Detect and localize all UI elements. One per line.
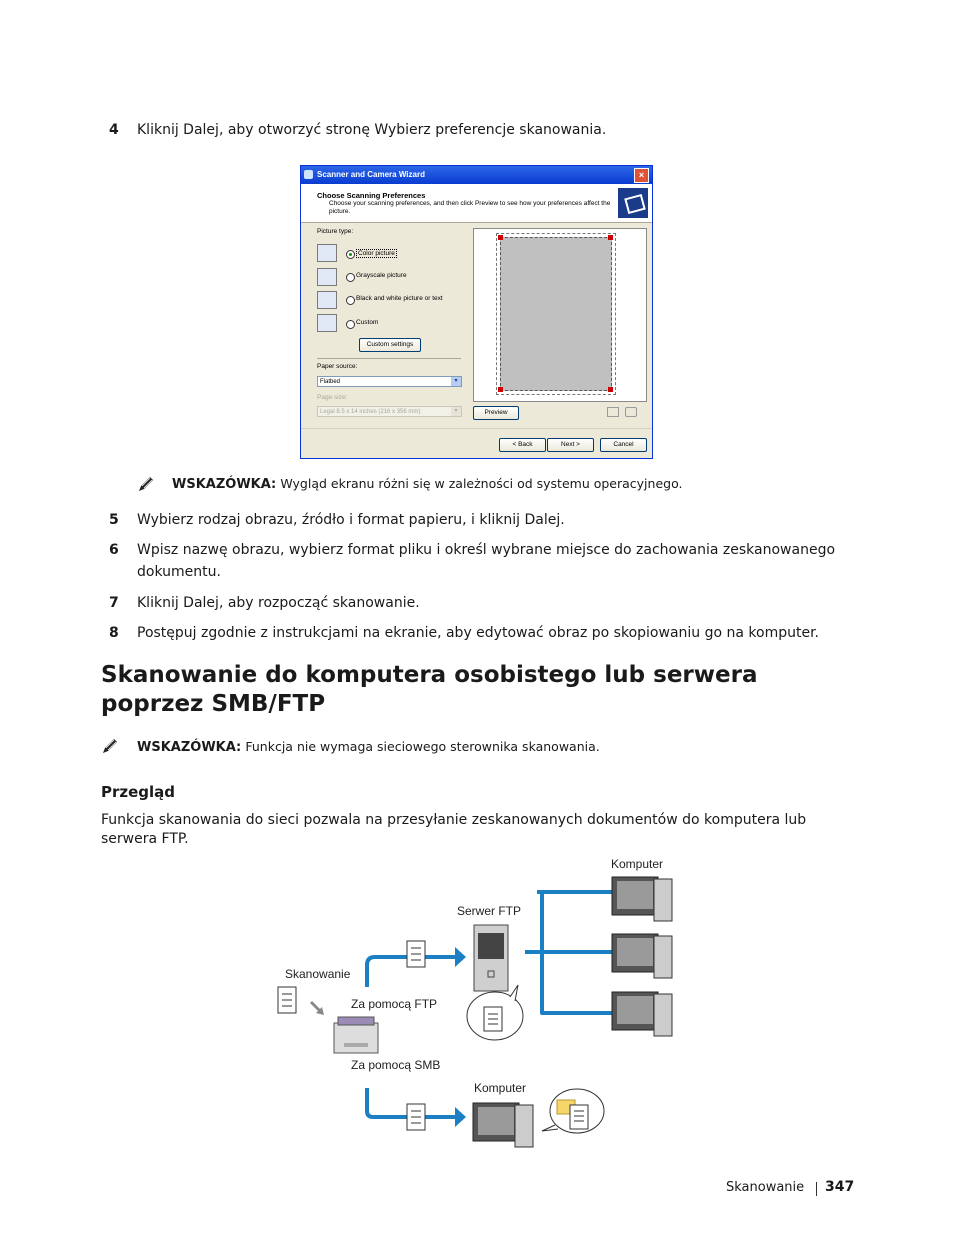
custom-picture-icon (317, 314, 337, 332)
close-button[interactable]: × (634, 168, 649, 183)
step-number: 8 (109, 625, 119, 641)
radio-black-white[interactable] (346, 296, 355, 305)
divider (317, 358, 461, 359)
window-title: Scanner and Camera Wizard (317, 170, 425, 179)
chevron-down-icon: ▾ (451, 377, 461, 386)
preview-area[interactable] (473, 228, 647, 402)
label-komputer-bottom: Komputer (474, 1081, 527, 1095)
step-number: 4 (109, 122, 119, 138)
step-text: Postępuj zgodnie z instrukcjami na ekranie, aby edytować obraz po skopiowaniu go na komputer. (137, 625, 820, 641)
step-text: Wpisz nazwę obrazu, wybierz format pliku i określ wybrane miejsce do zachowania zeskanowanego dokumentu. (137, 542, 836, 580)
paper-source-label: Paper source: (317, 363, 358, 370)
wizard-header-title: Choose Scanning Preferences (317, 191, 426, 200)
computer-icon (612, 877, 672, 921)
wizard-header-description: Choose your scanning preferences, and then click Preview to see how your preferences affect the picture. (329, 200, 611, 215)
folder-bubble (542, 1089, 604, 1133)
picture-type-label: Picture type: (317, 228, 354, 235)
crop-handle[interactable] (498, 235, 503, 240)
document-icon (278, 987, 296, 1013)
section-title: Skanowanie do komputera osobistego lub serwera poprzez SMB/FTP (101, 662, 758, 717)
radio-custom[interactable] (346, 320, 355, 329)
note-2 (137, 738, 600, 757)
radio-grayscale-picture[interactable] (346, 273, 355, 282)
step-number: 7 (109, 595, 119, 611)
paper-source-select[interactable] (317, 376, 462, 387)
document-icon (407, 1104, 425, 1130)
page-size-label: Page size: (317, 394, 348, 401)
page-number: 347 (825, 1179, 855, 1195)
scanner-wizard-window (300, 165, 653, 459)
preview-button[interactable]: Preview (473, 406, 519, 420)
footer-divider (816, 1182, 817, 1196)
page-size-value: Legal 8.5 x 14 inches (216 x 356 mm) (320, 409, 421, 415)
chevron-down-icon: ▾ (451, 407, 461, 416)
step-text: Kliknij Dalej, aby otworzyć stronę Wybierz preferencje skanowania. (137, 122, 607, 138)
computer-icon (612, 934, 672, 978)
scan-arrow-icon (310, 1001, 324, 1015)
delete-selection-icon[interactable] (625, 407, 637, 417)
black-white-picture-icon (317, 291, 337, 309)
label-skanowanie: Skanowanie (285, 967, 351, 981)
note-pencil-icon (101, 737, 119, 755)
page-size-select[interactable] (317, 406, 462, 417)
option-custom[interactable]: Custom (356, 319, 379, 326)
note-text: Funkcja nie wymaga sieciowego sterownika skanowania. (245, 739, 600, 754)
note-label: WSKAZÓWKA: (172, 477, 277, 492)
step-number: 6 (109, 542, 119, 558)
cancel-button[interactable]: Cancel (600, 438, 647, 452)
step-number: 5 (109, 512, 119, 528)
label-serwer-ftp: Serwer FTP (457, 904, 522, 918)
radio-color-picture[interactable] (346, 250, 355, 259)
label-komputer-top: Komputer (611, 857, 664, 871)
color-picture-icon (317, 244, 337, 262)
wizard-app-icon (304, 170, 313, 179)
option-color-picture[interactable]: Color picture (358, 250, 395, 257)
network-scan-diagram (270, 855, 690, 1155)
fit-selection-icon[interactable] (607, 407, 619, 417)
paper-source-value: Flatbed (320, 379, 341, 385)
back-button[interactable]: < Back (499, 438, 546, 452)
option-grayscale-picture[interactable]: Grayscale picture (356, 272, 407, 279)
option-black-white[interactable]: Black and white picture or text (356, 295, 443, 302)
arrow-head (455, 1107, 466, 1127)
step-text: Wybierz rodzaj obrazu, źródło i format papieru, i kliknij Dalej. (137, 512, 565, 528)
note-text: Wygląd ekranu różni się w zależności od systemu operacyjnego. (280, 476, 683, 491)
note-1 (172, 475, 682, 494)
arrow-head (455, 947, 466, 967)
ftp-server-icon (474, 925, 508, 991)
label-za-pomoca-ftp: Za pomocą FTP (351, 997, 438, 1011)
printer-icon (334, 1017, 378, 1053)
next-button[interactable]: Next > (547, 438, 594, 452)
footer-section: Skanowanie (726, 1180, 805, 1195)
overview-paragraph: Funkcja skanowania do sieci pozwala na przesyłanie zeskanowanych dokumentów do komputera lub serwera FTP. (101, 812, 807, 847)
server-bubble (467, 985, 523, 1040)
crop-handle[interactable] (608, 235, 613, 240)
wizard-header (301, 184, 652, 223)
subsection-title: Przegląd (101, 783, 176, 801)
custom-settings-button[interactable]: Custom settings (359, 338, 421, 352)
note-pencil-icon (137, 475, 155, 493)
computer-icon (612, 992, 672, 1036)
note-label: WSKAZÓWKA: (137, 740, 242, 755)
grayscale-picture-icon (317, 268, 337, 286)
computer-icon (473, 1103, 533, 1147)
crop-handle[interactable] (498, 387, 503, 392)
window-titlebar (301, 166, 652, 184)
step-text: Kliknij Dalej, aby rozpocząć skanowanie. (137, 595, 420, 611)
label-za-pomoca-smb: Za pomocą SMB (351, 1058, 441, 1072)
document-icon (407, 941, 425, 967)
divider (301, 428, 652, 429)
scanner-wizard-logo-icon (618, 188, 648, 218)
crop-handle[interactable] (608, 387, 613, 392)
scan-region[interactable] (500, 237, 612, 391)
